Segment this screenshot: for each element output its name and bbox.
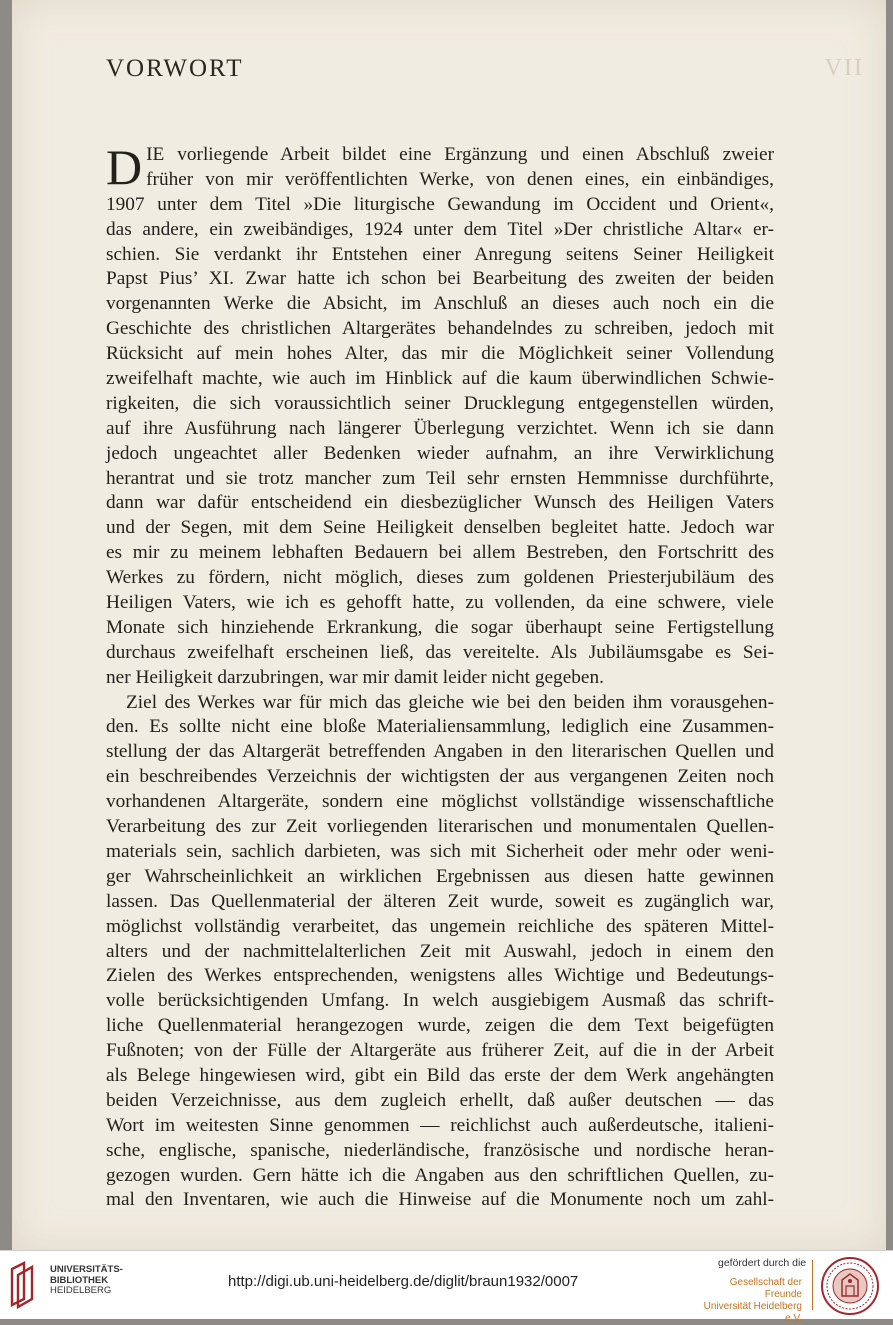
- text-line: Ziel des Werkes war für mich das gleiche wie bei den beiden ihm vorausgehen-: [126, 691, 774, 713]
- library-name[interactable]: [50, 1265, 123, 1297]
- text-line: das andere, ein zweibändiges, 1924 unter dem Titel »Der christliche Altar« er-: [106, 218, 774, 240]
- permalink-url[interactable]: http://digi.ub.uni-heidelberg.de/diglit/braun1932/0007: [228, 1273, 579, 1290]
- text-line: ger Wahrscheinlichkeit an wirklichen Ergebnissen aus diesen hatte gewinnen: [106, 865, 774, 887]
- text-line: Fußnoten; von der Fülle der Altargeräte aus früherer Zeit, auf die in der Arbeit: [106, 1040, 774, 1062]
- text-line: materials sein, sachlich darbieten, was sich mit Sicherheit oder mehr oder weni-: [106, 840, 774, 862]
- text-line: 1907 unter dem Titel »Die liturgische Gewandung im Occident und Orient«,: [106, 193, 774, 215]
- text-line: Wort im weitesten Sinne genommen — reichlichst auch außerdeutsche, italieni-: [106, 1114, 774, 1136]
- text-line: als Belege hingewiesen wird, gibt ein Bild das erste der dem Werk angehängten: [106, 1064, 774, 1086]
- text-line: möglichst vollständig verarbeitet, das ungemein reichliche des späteren Mittel-: [106, 915, 774, 937]
- text-line: sche, englische, spanische, niederländische, französische und nordische heran-: [106, 1139, 774, 1161]
- text-line: ein beschreibendes Verzeichnis der wichtigsten der aus vergangenen Zeiten noch: [106, 766, 774, 788]
- sponsor-name-line: Gesellschaft der Freunde: [729, 1277, 802, 1300]
- text-line: Werkes zu fördern, nicht möglich, dieses zum goldenen Priesterjubiläum des: [106, 567, 774, 589]
- text-line: auf ihre Ausführung nach längerer Überlegung verzichtet. Wenn ich sie dann: [106, 417, 774, 439]
- text-line: Verarbeitung des zur Zeit vorliegenden literarischen und monumentalen Quellen-: [106, 816, 774, 838]
- text-line: alters und der nachmittelalterlichen Zeit mit Auswahl, jedoch in einem den: [106, 940, 774, 962]
- library-name-line: BIBLIOTHEK: [50, 1274, 109, 1286]
- university-seal-icon[interactable]: [820, 1256, 880, 1316]
- text-line: volle berücksichtigenden Umfang. In welch ausgiebigem Ausmaß das schrift-: [106, 990, 774, 1012]
- text-line: beiden Verzeichnisse, aus dem zugleich erhellt, daß außer deutschen — das: [106, 1089, 774, 1111]
- faint-page-number: VII: [824, 55, 864, 81]
- scanned-page: [12, 0, 886, 1250]
- library-name-line: HEIDELBERG: [50, 1285, 112, 1296]
- library-name-line: UNIVERSITÄTS-: [50, 1264, 123, 1275]
- text-line: schien. Sie verdankt ihr Entstehen einer Anregung seitens Seiner Heiligkeit: [106, 243, 774, 265]
- text-line: rigkeiten, die sich voraussichtlich seiner Drucklegung entgegenstellen würden,: [106, 392, 774, 414]
- text-line: IE vorliegende Arbeit bildet eine Ergänzung und einen Abschluß zweier: [146, 144, 774, 165]
- text-line: Papst Pius’ XI. Zwar hatte ich schon bei Bearbeitung des zweiten der beiden: [106, 268, 774, 290]
- text-line: Geschichte des christlichen Altargerätes behandelndes zu schreiben, jedoch mit: [106, 318, 774, 340]
- text-line: gezogen wurden. Gern hätte ich die Angaben aus den schriftlichen Quellen, zu-: [106, 1164, 774, 1186]
- text-line: vorhandenen Altargeräte, sondern eine möglichst vollständige wissenschaftliche: [106, 791, 774, 813]
- text-line: Rücksicht auf mein hohes Alter, das mir die Möglichkeit seiner Vollendung: [106, 343, 774, 365]
- text-line: Monate sich hinziehende Erkrankung, die sogar überhaupt seine Fertigstellung: [106, 616, 774, 638]
- text-line: liche Quellenmaterial herangezogen wurde, zeigen die dem Text beigefügten: [106, 1015, 774, 1037]
- text-line: vorgenannten Werke die Absicht, im Anschluß an dieses auch noch ein die: [106, 293, 774, 315]
- divider: [812, 1260, 813, 1310]
- text-line: es mir zu meinem lebhaften Bedauern bei allem Bestreben, den Fortschritt des: [106, 542, 774, 564]
- library-logo-icon[interactable]: [8, 1261, 40, 1309]
- body-text: [106, 139, 774, 1213]
- text-line: zweifelhaft machte, wie auch im Hinblick auf die kaum überwindlichen Schwie-: [106, 368, 774, 390]
- text-line: dann war dafür entscheidend ein diesbezüglicher Wunsch des Heiligen Vaters: [106, 492, 774, 514]
- text-line: ner Heiligkeit darzubringen, war mir damit leider nicht gegeben.: [106, 666, 604, 688]
- text-line: stellung der das Altargerät betreffenden Angaben in den literarischen Quellen und: [106, 741, 774, 763]
- text-line: durchaus zweifelhaft erscheinen ließ, das vereitelte. Als Jubiläumsgabe es Sei-: [106, 641, 774, 663]
- text-line: Heiligen Vaters, wie ich es gehofft hatte, zu vollenden, da eine schwere, viele: [106, 592, 774, 614]
- text-line: lassen. Das Quellenmaterial der älteren Zeit wurde, soweit es zugänglich war,: [106, 890, 774, 912]
- drop-cap: D: [106, 139, 143, 195]
- sponsor-label: gefördert durch die: [718, 1257, 807, 1269]
- text-line: Zielen des Werkes entsprechenden, wenigstens alles Wichtige und Bedeutungs-: [106, 965, 774, 987]
- text-line: herantrat und sie trotz mancher zum Teil sehr ernsten Hemmnisse durchführte,: [106, 467, 774, 489]
- text-line: mal den Inventaren, wie auch die Hinweise auf die Monumente noch um zahl-: [106, 1189, 774, 1211]
- text-line: früher von mir veröffentlichten Werke, von denen eines, ein einbändiges,: [146, 168, 774, 190]
- text-line: den. Es sollte nicht eine bloße Materialiensammlung, lediglich eine Zusammen-: [106, 716, 774, 738]
- sponsor-name-line: Universität Heidelberg e.V.: [703, 1301, 802, 1324]
- text-line: jedoch ungeachtet aller Bedenken wieder aufnahm, an ihre Verwirklichung: [106, 442, 774, 464]
- page-title: VORWORT: [106, 55, 244, 82]
- text-line: und der Segen, mit dem Seine Heiligkeit denselben begleitet hatte. Jedoch war: [106, 517, 774, 539]
